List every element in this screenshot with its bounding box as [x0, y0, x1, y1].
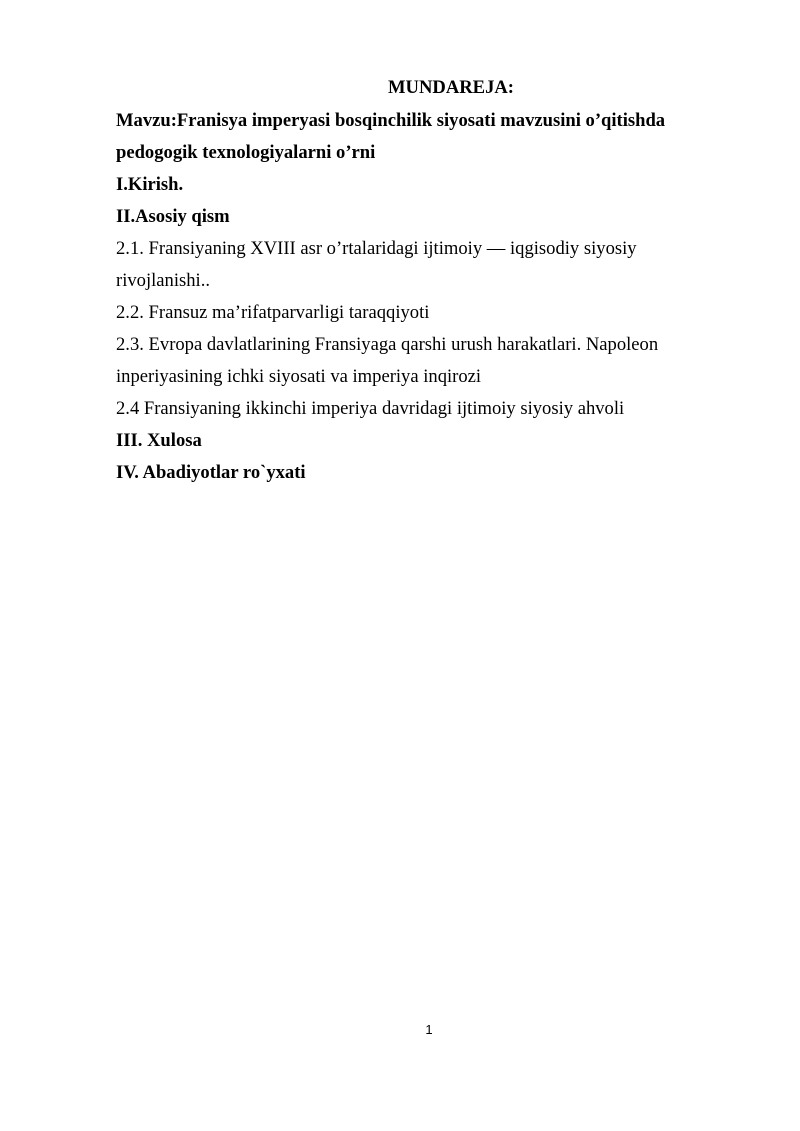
- page-title: MUNDAREJA:: [387, 77, 514, 98]
- page-number: 1: [425, 1022, 433, 1037]
- topic-heading: Mavzu:Franisya imperyasi bosqinchilik siyosati mavzusini o’qitishda pedogogik texnologiyalarni o’rni: [116, 110, 666, 163]
- toc-entry-main-part: II.Asosiy qism: [116, 206, 230, 227]
- table-of-contents: [116, 72, 686, 489]
- toc-entry-conclusion: III. Xulosa: [116, 430, 202, 451]
- toc-entry-introduction: I.Kirish.: [116, 174, 184, 195]
- toc-entry-2-2: 2.2. Fransuz ma’rifatparvarligi taraqqiyoti: [116, 302, 430, 323]
- toc-entry-2-3: 2.3. Evropa davlatlarining Fransiyaga qarshi urush harakatlari. Napoleon inperiyasining ichki siyosati va imperiya inqirozi: [116, 334, 659, 387]
- toc-entry-bibliography: IV. Abadiyotlar ro`yxati: [116, 462, 306, 483]
- toc-entry-2-4: 2.4 Fransiyaning ikkinchi imperiya davridagi ijtimoiy siyosiy ahvoli: [116, 398, 625, 419]
- toc-entry-2-1: 2.1. Fransiyaning XVIII asr o’rtalaridagi ijtimoiy — iqgisodiy siyosiy rivojlanishi..: [116, 238, 637, 291]
